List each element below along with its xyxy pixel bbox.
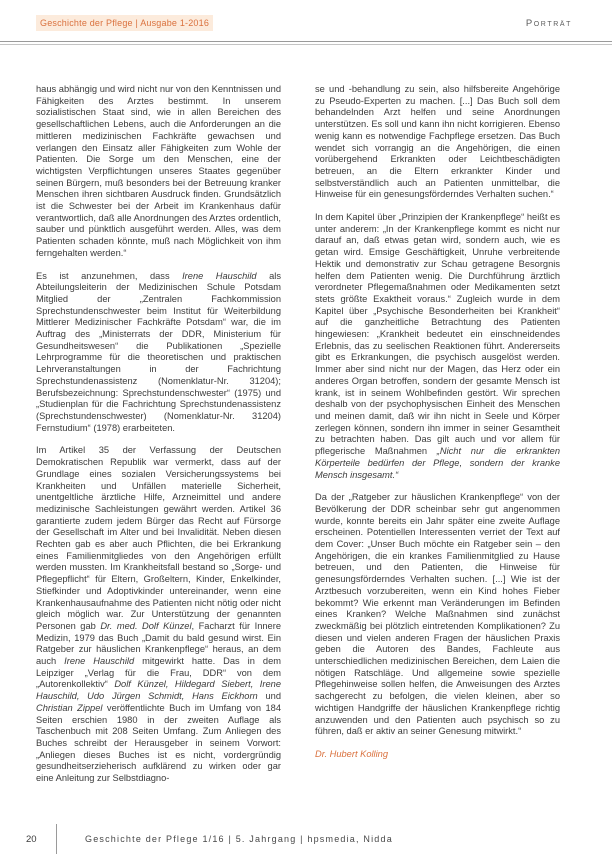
- right-column: [315, 84, 560, 796]
- text-run: Im Artikel 35 der Verfassung der Deutschen Demokratischen Republik war vermerkt, dass auf der Grundlage eines sozialen Versicherungssystems bei Krankheiten und Unfällen materielle Sicherheit, unentgeltliche ärztliche Hilfe, Arzneimittel und andere medizinische Sachleistungen gewährt werden. Artikel 36 garantierte zudem jedem Bürger das Recht auf Fürsorge der Gesellschaft im Alter und bei Invalidität. Neben diesen Rechten gab es aber auch Pflichten, die bei Erkrankung eines Familienmitgliedes von den Angehörigen erfüllt werden mussten. Im Krankheitsfall bestand so „Sorge- und Pflegepflicht“ für Eltern, Großeltern, Kinder, Enkelkinder, Stiefkinder und Adoptivkinder untereinander, wenn eine Krankenhausaufnahme des Patienten nicht nötig oder nicht gleich möglich war. Zur Unterstützung der genannten Personen gab: [36, 445, 281, 631]
- italic-run: Dr. med. Dolf Künzel: [100, 620, 192, 631]
- text-run: haus abhängig und wird nicht nur von den Kenntnissen und Fähigkeiten des Arztes bestimmt. In unserem sozialistischen Staat sind, wie in allen Bereichen des gesellschaftlichen Lebens, auch die Anforderungen an die mittleren medizinischen Fachkräfte gewachsen und verlangen den Einsatz aller Fähigkeiten zum Wohle der Patienten. Die Sorge um den Menschen, eine der wichtigsten Verpflichtungen unseres Staates gegenüber seinen Bürgern, muß besonders bei der Betreuung kranker Menschen ihren sichtbaren Ausdruck finden. Grundsätzlich ist die Schwester bei der Arbeit im Krankenhaus dafür verantwortlich, daß alle Anordnungen des Arztes ordentlich, sauber und pünktlich ausgeführt werden. Alles, was dem Patienten schaden könnte, muß nach Möglichkeit von ihm ferngehalten werden.“: [36, 84, 281, 258]
- body-paragraph: [36, 271, 281, 435]
- section-label: Porträt: [525, 18, 572, 29]
- article-body: [36, 84, 560, 796]
- italic-run: „Nicht nur die erkrankten Körperteile bedürfen der Pflege, sondern der kranke Mensch insgesamt.“: [315, 446, 560, 480]
- text-run: , Facharzt für Innere Medizin, 1979 das Buch „Damit du bald gesund wirst. Ein Ratgeber zur häuslichen Krankenpflege“ heraus, an dem auch: [36, 620, 281, 667]
- text-run: Es ist anzunehmen, dass: [36, 270, 183, 281]
- text-run: Da der „Ratgeber zur häuslichen Krankenpflege“ von der Bevölkerung der DDR scheinbar sehr gut angenommen wurde, konnte bereits ein Jahr später eine zweite Auflage erscheinen. Potentiellen Interessenten verriet der Text auf dem Cover: „Unser Buch möchte ein Ratgeber sein – den Angehörigen, die ein krankes Familienmitglied zu Hause betreuen, und den Patienten, die Hinweise für genesungsförderndes Verhalten suchen. [...] Wie ist der Arztbesuch vorzubereiten, wenn ein Kind hohes Fieber bekommt? Wie erkennt man Veränderungen im Befinden eines Kranken? Welche Maßnahmen sind zunächst zweckmäßig bei plötzlich eintretenden Komplikationen? Zu diesen und vielen anderen Fragen der häuslichen Praxis geben die Autoren des Bandes, Fachleute aus unterschiedlichen medizinischen Bereichen, dem Laien die nötigen Ratschläge. Und allgemeine sowie spezielle Pflegehinweise sollen helfen, die Anweisungen des Arztes sachgerecht zu befolgen, die vielen kleinen, aber so wichtigen Handgriffe der häuslichen Krankenpflege richtig anzuwenden und den Patienten auch psychisch so zu führen, daß er aktiv an seiner Genesung mitwirkt.“: [315, 492, 560, 737]
- text-run: als Abteilungsleiterin der Medizinischen Schule Potsdam Mitglied der „Zentralen Fachkommission Sprechstundenschwester beim Institut für Weiterbildung Mittlerer Medizinischer Fachkräfte Potsdam“ war, die im Auftrag des „Ministerrats der DDR, Ministerium für Gesundheitswesen“ die Publikationen „Spezielle Lehrprogramme für die theoretischen und praktischen Lehrveranstaltungen in der Fachrichtung Sprechstundenassistenz (Nomenklatur-Nr. 31204); Berufsbezeichnung: Sprechstundenschwester“ (1975) und „Studienplan für die Fachrichtung Sprechstundenassistenz (Sprechstundenschwester) (Nomenklatur-Nr. 31204) Fernstudium“ (1978) erarbeiteten.: [36, 270, 281, 433]
- page-number: 20: [26, 833, 37, 845]
- body-paragraph: [36, 445, 281, 784]
- italic-run: Irene Hauschild: [182, 270, 257, 281]
- italic-run: Dolf Künzel, Hildegard Siebert, Irene Hauschild, Udo Jürgen Schmidt, Hans Eickhorn: [36, 679, 281, 702]
- page-footer: [26, 824, 393, 854]
- body-paragraph: [315, 84, 560, 201]
- journal-issue-label: Geschichte der Pflege | Ausgabe 1-2016: [36, 15, 213, 31]
- author-byline: Dr. Hubert Kolling: [315, 748, 389, 759]
- footer-imprint: Geschichte der Pflege 1/16 | 5. Jahrgang | hpsmedia, Nidda: [85, 834, 393, 844]
- header-rule: [0, 41, 612, 45]
- text-run: In dem Kapitel über „Prinzipien der Krankenpflege“ heißt es unter anderem: „In der Krankenpflege kommt es nicht nur darauf an, daß etwas getan wird, sondern auch, wie es getan wird. Emsige Geschäftigkeit, Unruhe verbreitende Hektik und demonstrativ zur Schau getragene Besorgnis helfen dem Patienten wenig. Die Durchführung ärztlich verordneter Pflegemaßnahmen oder Medikamenten setzt stets größte Exaktheit voraus.“ Zugleich wurde in dem Kapitel über „Psychische Besonderheiten bei Krankheit“ auf die ganzheitliche Betrachtung des Patienten hingewiesen: „Krankheit bedeutet ein einschneidendes Erlebnis, das zu seelischen Reaktionen führt. Andererseits gibt es Erkrankungen, die psychisch ausgelöst werden. Immer aber sind nicht nur der Magen, das Herz oder ein anderes Organ betroffen, sondern der gesamte Mensch ist krank, ist in seinem Wohlbefinden gestört. Wir sprechen deshalb von der psychophysischen Einheit des Menschen und meinen damit, daß wir ihn nicht in Seele und Körper zerlegen können, sondern ihn immer in seiner Gesamtheit zu betrachten haben. Das gilt auch und vor allem für pflegerische Maßnahmen: [315, 212, 560, 457]
- text-run: veröffentlichte Buch im Umfang von 184 Seiten erschien 1980 in der zweiten Auflage als Taschenbuch mit 208 Seiten Umfang. Zum Anliegen des Buches schreibt der Herausgeber in seinem Vorwort: „Anliegen dieses Buches ist es nicht, vordergründig gesundheitserzieherisch aufklärend zu wirken oder gar eine Anleitung zur Selbstdiagno-: [36, 702, 281, 784]
- text-run: mitgewirkt hatte. Das in dem Leipziger „Verlag für die Frau, DDR“ von dem „Autorenkollektiv“: [36, 656, 281, 690]
- left-column: [36, 84, 281, 796]
- footer-divider: [56, 824, 57, 854]
- italic-run: Irene Hauschild: [64, 656, 135, 667]
- body-paragraph: [315, 212, 560, 481]
- text-run: und: [257, 691, 281, 702]
- page-header: [36, 15, 572, 31]
- body-paragraph: [36, 84, 281, 260]
- text-run: se und -behandlung zu sein, also hilfsbereite Angehörige zu Pseudo-Experten zu machen. [...] Das Buch soll dem behandelnden Arzt helfen und seine Anordnungen unterstützen. Es soll und kann ihn nicht korrigieren. Ebenso wenig kann es notwendige Fachpflege ersetzen. Das Buch wendet sich vorrangig an die Angehörigen, die einen vorübergehend Erkrankten oder Leichtbeschädigten betreuen, an die Eltern erkrankter Kinder und selbstverständlich auch an Patienten unmittelbar, die Hinweise für ein genesungsförderndes Verhalten suchen.“: [315, 84, 560, 200]
- italic-run: Christian Zippel: [36, 702, 103, 713]
- body-paragraph: [315, 492, 560, 738]
